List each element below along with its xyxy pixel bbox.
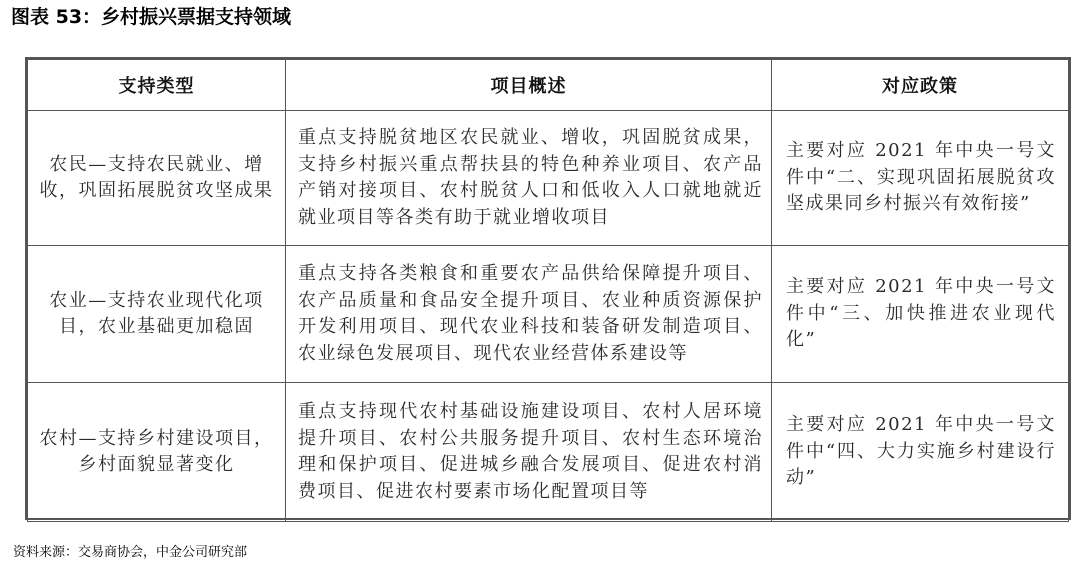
table-row — [28, 111, 1069, 246]
cell-project-overview: 重点支持各类粮食和重要农产品供给保障提升项目、农产品质量和食品安全提升项目、农业种质资源保护开发利用项目、现代农业科技和装备研发制造项目、农业绿色发展项目、现代农业经营体系建设等 — [286, 246, 772, 383]
cell-policy: 主要对应 2021 年中央一号文件中“四、大力实施乡村建设行动” — [772, 383, 1069, 522]
source-note: 资料来源：交易商协会，中金公司研究部 — [13, 545, 248, 560]
table-header-row — [28, 60, 1069, 111]
header-project-overview: 项目概述 — [286, 60, 772, 111]
support-areas-table-frame — [25, 57, 1071, 520]
header-support-type: 支持类型 — [28, 60, 286, 111]
cell-support-type: 农村—支持乡村建设项目，乡村面貌显著变化 — [28, 383, 286, 522]
cell-policy: 主要对应 2021 年中央一号文件中“三、加快推进农业现代化” — [772, 246, 1069, 383]
table-row — [28, 383, 1069, 522]
header-policy: 对应政策 — [772, 60, 1069, 111]
cell-project-overview: 重点支持脱贫地区农民就业、增收，巩固脱贫成果，支持乡村振兴重点帮扶县的特色种养业项目、农产品产销对接项目、农村脱贫人口和低收入人口就地就近就业项目等各类有助于就业增收项目 — [286, 111, 772, 246]
cell-support-type: 农业—支持农业现代化项目，农业基础更加稳固 — [28, 246, 286, 383]
figure-title: 图表 53：乡村振兴票据支持领域 — [11, 6, 292, 28]
table-row — [28, 246, 1069, 383]
cell-project-overview: 重点支持现代农村基础设施建设项目、农村人居环境提升项目、农村公共服务提升项目、农村生态环境治理和保护项目、促进城乡融合发展项目、促进农村消费项目、促进农村要素市场化配置项目等 — [286, 383, 772, 522]
support-areas-table — [27, 59, 1069, 522]
cell-support-type: 农民—支持农民就业、增收，巩固拓展脱贫攻坚成果 — [28, 111, 286, 246]
cell-policy: 主要对应 2021 年中央一号文件中“二、实现巩固拓展脱贫攻坚成果同乡村振兴有效衔接” — [772, 111, 1069, 246]
